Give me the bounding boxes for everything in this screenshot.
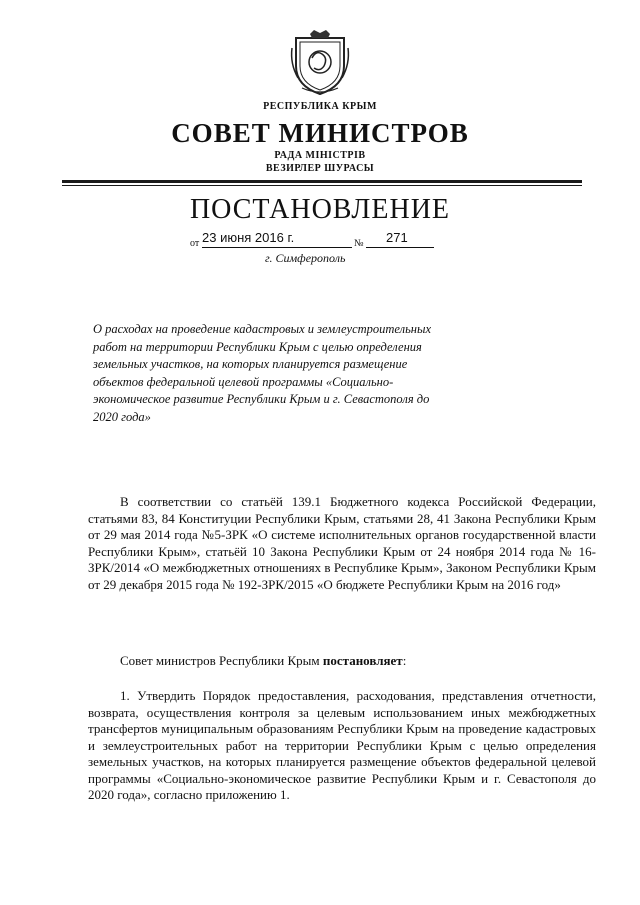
header-divider-thin — [62, 185, 582, 186]
resolution-paragraph — [88, 653, 596, 670]
resolution-colon: : — [402, 653, 407, 668]
resolution-keyword: постановляет — [322, 653, 403, 668]
decree-number: 271 — [386, 230, 408, 245]
coat-of-arms-icon — [288, 28, 352, 98]
date-prefix: от — [190, 238, 200, 249]
city: г. Симферополь — [265, 251, 346, 265]
republic-name: РЕСПУБЛИКА КРЫМ — [263, 101, 377, 112]
header-divider — [62, 180, 582, 183]
date-number-row — [190, 230, 440, 250]
decree-subject: О расходах на проведение кадастровых и землеустроительных работ на территории Республики Крым с целью определения земельных участков, на которых планируется размещение объектов федеральной целевой программы «Социально-экономическое развитие Республики Крым и г. Севастополя до 2020 года» — [93, 322, 432, 424]
document-title: ПОСТАНОВЛЕНИЕ — [189, 194, 451, 225]
council-title-crimean-tatar: ВЕЗИРЛЕР ШУРАСЫ — [265, 163, 375, 174]
resolution-lead: Совет министров Республики Крым — [120, 653, 320, 668]
council-title: СОВЕТ МИНИСТРОВ — [171, 118, 469, 148]
date-underline — [202, 247, 352, 248]
clause-1-paragraph: 1. Утвердить Порядок предоставления, расходования, представления отчетности, возврата, осуществления контроля за целевым использованием иных межбюджетных трансфертов муниципальным образованиям Республики Крым на проведение кадастровых и землеустроительных работ на территории Республики Крым с целью определения земельных участков, на которых планируется размещение объектов федеральной целевой программы «Социально-экономическое развитие Республики Крым и г. Севастополя до 2020 года», согласно приложению 1. — [88, 688, 596, 802]
number-underline — [366, 247, 434, 248]
decree-date: 23 июня 2016 г. — [202, 230, 295, 245]
preamble-paragraph: В соответствии со статьёй 139.1 Бюджетного кодекса Российской Федерации, статьями 83, 84 Конституции Республики Крым, статьями 28, 41 Закона Республики Крым от 29 мая 2014 года №5-ЗРК «О системе исполнительных органов государственной власти Республики Крым», статьёй 10 Закона Республики Крым от 24 ноября 2014 года № 16-ЗРК/2014 «О межбюджетных отношениях в Республике Крым», Законом Республики Крым от 29 декабря 2015 года № 192-ЗРК/2015 «О бюджете Республики Крым на 2016 год» — [88, 494, 596, 592]
number-prefix: № — [354, 238, 364, 249]
council-title-ukrainian: РАДА МІНІСТРІВ — [274, 150, 366, 161]
